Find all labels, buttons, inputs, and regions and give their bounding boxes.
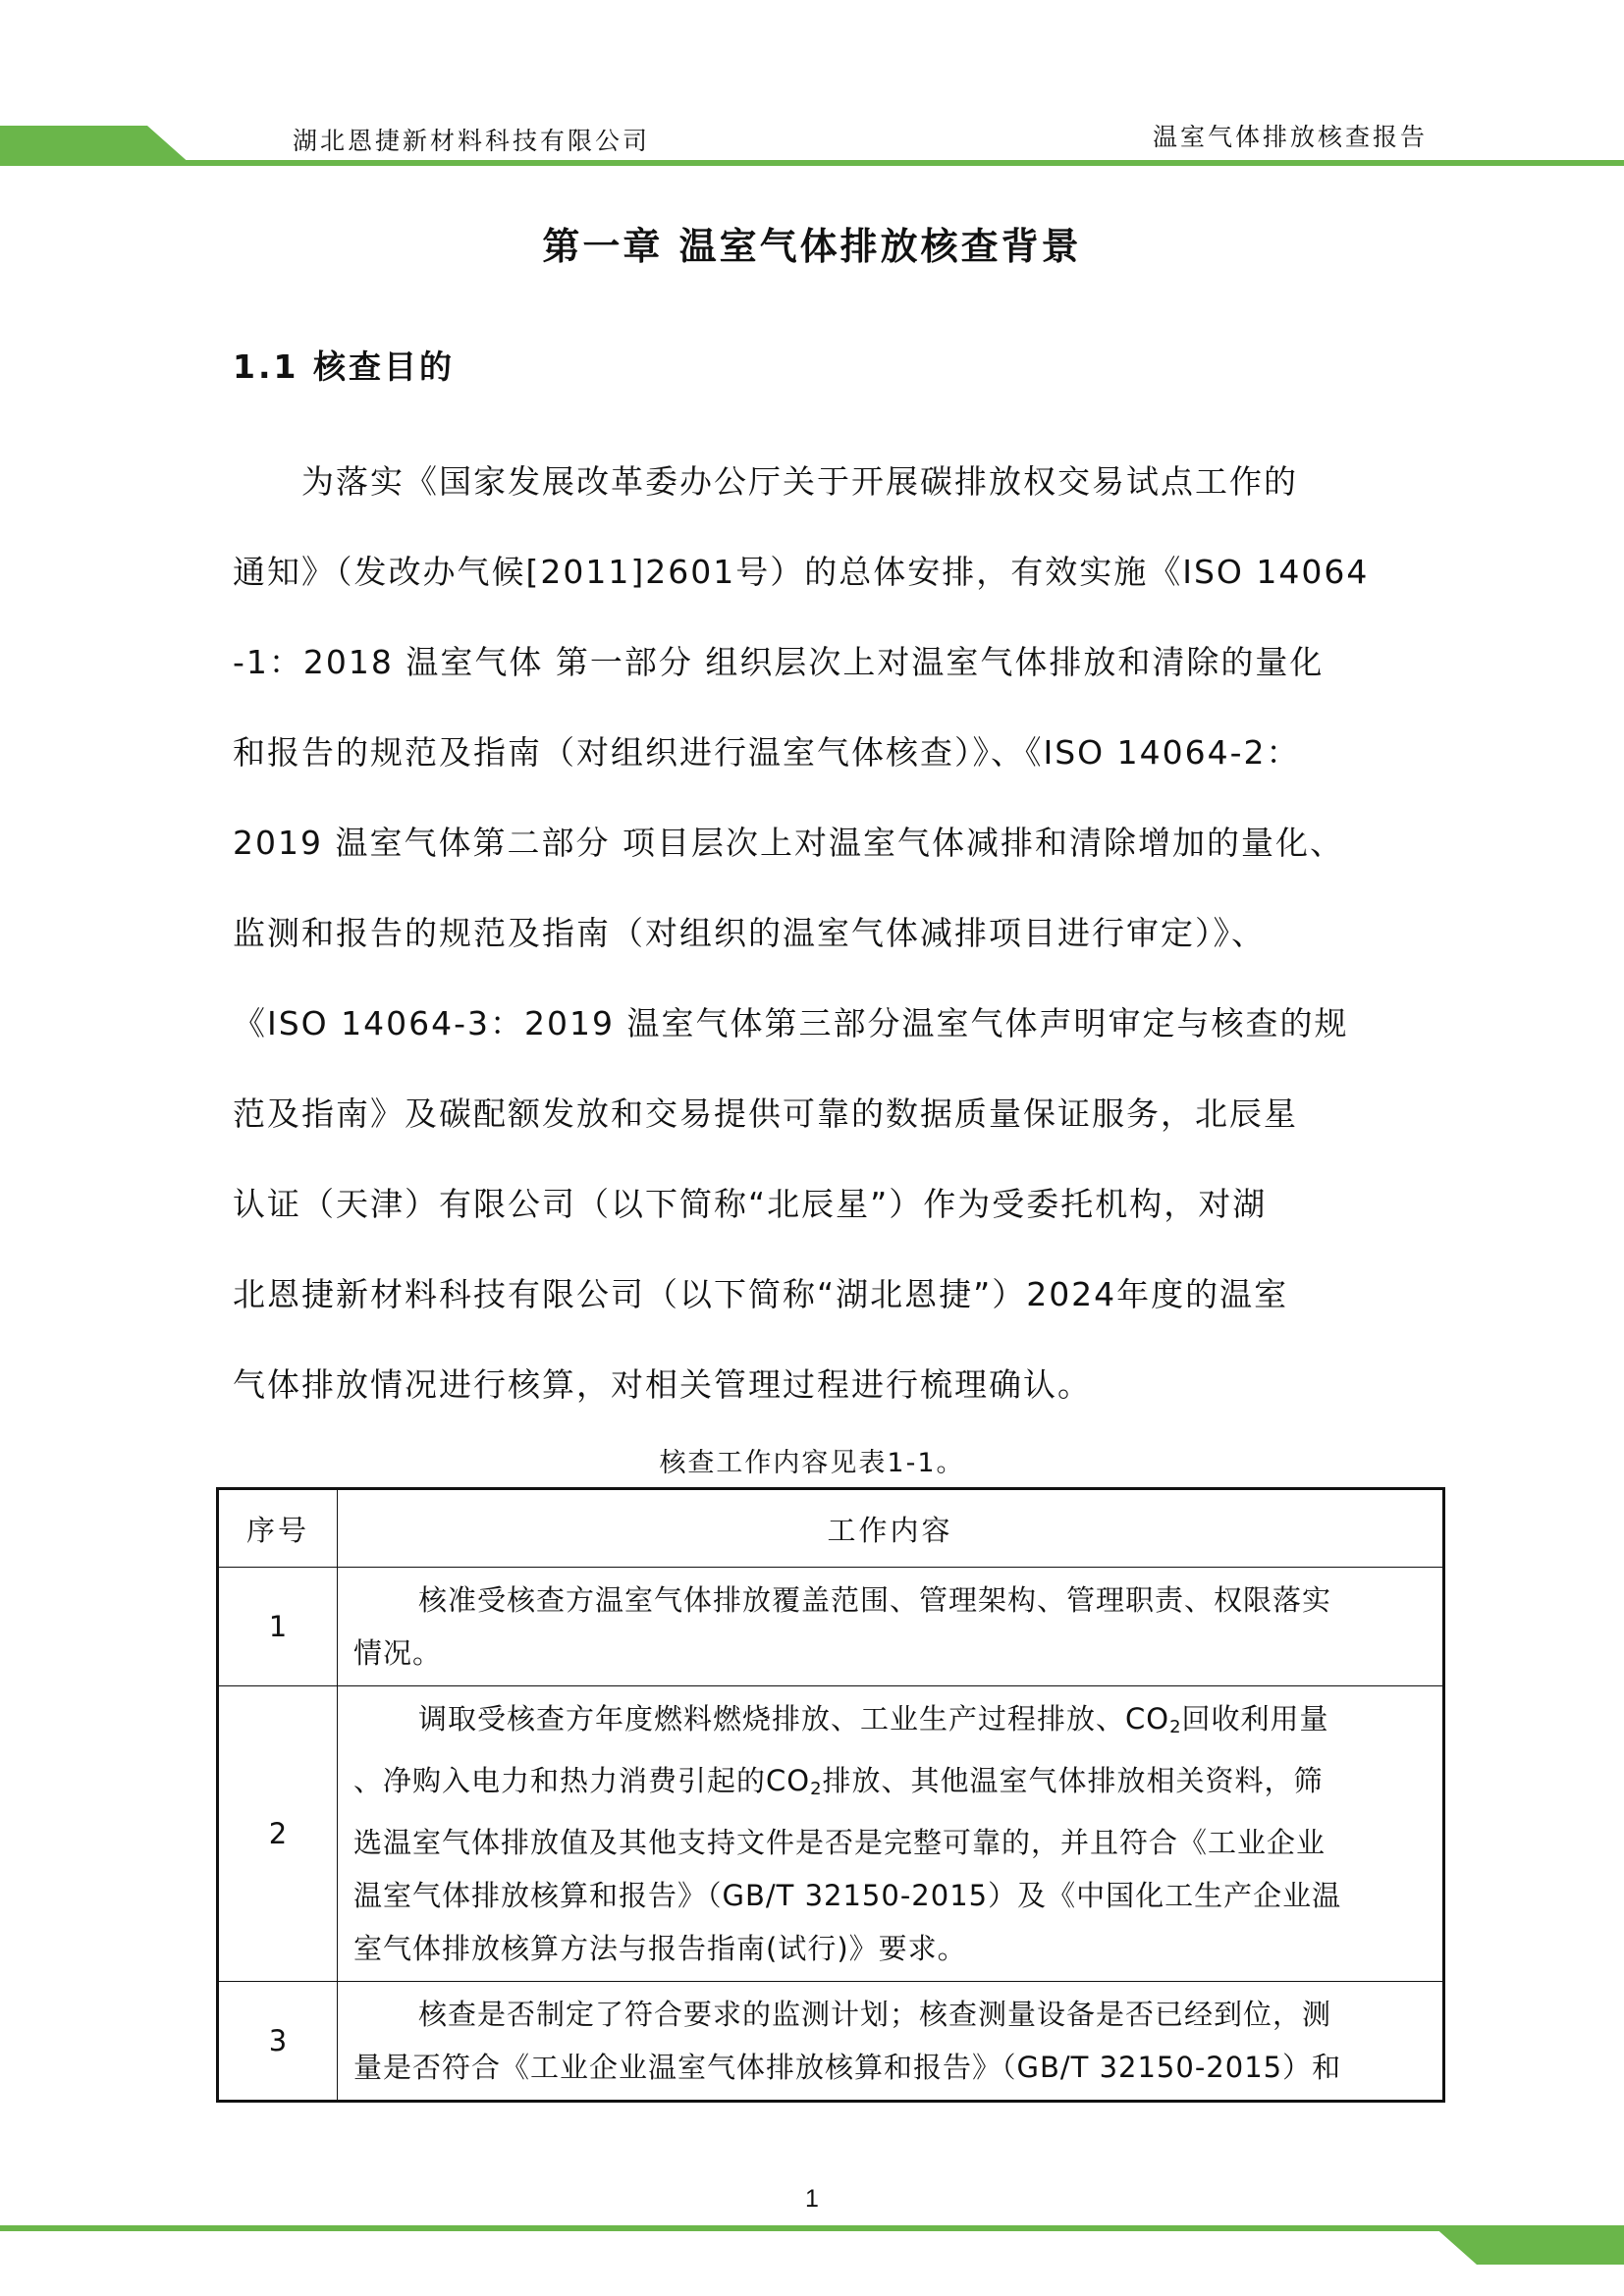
footer-divider — [0, 2225, 1624, 2231]
header-green-tab — [0, 126, 191, 165]
content-line: 温室气体排放核算和报告》（GB/T 32150-2015）及《中国化工生产企业温 — [353, 1879, 1342, 1912]
row-number: 1 — [218, 1568, 338, 1686]
table-caption: 核查工作内容见表1-1。 — [659, 1448, 965, 1478]
paragraph-line: 通知》（发改办气候[2011]2601号）的总体安排，有效实施《ISO 14064 — [233, 553, 1370, 591]
paragraph-line: 北恩捷新材料科技有限公司（以下简称“湖北恩捷”）2024年度的温室 — [233, 1275, 1289, 1313]
paragraph-line: 监测和报告的规范及指南（对组织的温室气体减排项目进行审定）》、 — [233, 914, 1266, 952]
table-row — [218, 1982, 1444, 2102]
paragraph-line: 范及指南》及碳配额发放和交易提供可靠的数据质量保证服务，北辰星 — [233, 1095, 1298, 1133]
content-line: 核查是否制定了符合要求的监测计划；核查测量设备是否已经到位，测 — [418, 1998, 1332, 2031]
header-company: 湖北恩捷新材料科技有限公司 — [293, 127, 651, 155]
work-content-table — [216, 1487, 1445, 2103]
page-header — [0, 0, 1624, 177]
content-line: 核准受核查方温室气体排放覆盖范围、管理架构、管理职责、权限落实 — [418, 1583, 1332, 1617]
section-title: 1.1 核查目的 — [233, 347, 455, 386]
row-content — [338, 1568, 1444, 1686]
content-line: 、净购入电力和热力消费引起的$CO_2$排放、其他温室气体排放相关资料，筛 — [353, 1764, 1324, 1799]
table-row — [218, 1686, 1444, 1982]
row-content — [338, 1982, 1444, 2102]
row-number: 2 — [218, 1686, 338, 1982]
header-divider — [0, 160, 1624, 166]
row-content — [338, 1686, 1444, 1982]
paragraph-line: 为落实《国家发展改革委办公厅关于开展碳排放权交易试点工作的 — [233, 462, 1298, 501]
paragraph-line: 认证（天津）有限公司（以下简称“北辰星”）作为受委托机构，对湖 — [233, 1185, 1268, 1223]
purpose-paragraph — [233, 437, 1426, 1430]
chapter-title: 第一章 温室气体排放核查背景 — [542, 225, 1082, 268]
content-line: 情况。 — [353, 1636, 443, 1670]
table-header-row — [218, 1489, 1444, 1568]
paragraph-line: 《ISO 14064-3：2019 温室气体第三部分温室气体声明审定与核查的规 — [233, 1004, 1349, 1042]
header-cell-num: 序号 — [218, 1489, 338, 1568]
footer-green-tab — [1433, 2225, 1624, 2265]
content-line: 室气体排放核算方法与报告指南(试行)》要求。 — [353, 1932, 967, 1965]
page-number: 1 — [805, 2185, 819, 2213]
content-line: 选温室气体排放值及其他支持文件是否是完整可靠的，并且符合《工业企业 — [353, 1826, 1326, 1859]
paragraph-line: 和报告的规范及指南（对组织进行温室气体核查）》、《ISO 14064-2： — [233, 733, 1301, 772]
paragraph-line: 2019 温室气体第二部分 项目层次上对温室气体减排和清除增加的量化、 — [233, 824, 1344, 862]
paragraph-line: -1：2018 温室气体 第一部分 组织层次上对温室气体排放和清除的量化 — [233, 643, 1325, 681]
header-report-title: 温室气体排放核查报告 — [1152, 123, 1428, 151]
content-line: 量是否符合《工业企业温室气体排放核算和报告》（GB/T 32150-2015）和 — [353, 2051, 1342, 2084]
table-row — [218, 1568, 1444, 1686]
paragraph-line: 气体排放情况进行核算，对相关管理过程进行梳理确认。 — [233, 1365, 1092, 1404]
content-line: 调取受核查方年度燃料燃烧排放、工业生产过程排放、$CO_2$回收利用量 — [418, 1702, 1329, 1737]
row-number: 3 — [218, 1982, 338, 2102]
header-cell-content: 工作内容 — [338, 1489, 1444, 1568]
